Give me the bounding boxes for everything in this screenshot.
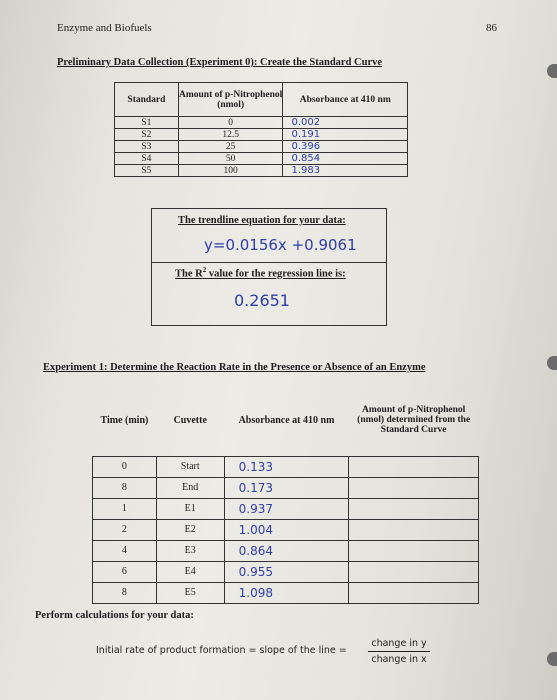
time-cell: 0 bbox=[93, 456, 157, 477]
rate-fraction bbox=[368, 638, 430, 665]
table-row bbox=[93, 519, 479, 540]
amount-cell bbox=[349, 561, 479, 582]
standard-cell: S5 bbox=[115, 165, 179, 177]
time-cell: 2 bbox=[93, 519, 157, 540]
absorbance-cell: 0.955 bbox=[224, 561, 349, 582]
table-row bbox=[93, 456, 479, 477]
calculations-heading: Perform calculations for your data: bbox=[35, 610, 194, 621]
standard-cell: S4 bbox=[115, 153, 179, 165]
trendline-equation-label: The trendline equation for your data: bbox=[178, 215, 346, 226]
header-title: Enzyme and Biofuels bbox=[57, 22, 152, 34]
table-header-row bbox=[93, 385, 479, 456]
column-header: Amount of p-Nitrophenol (nmol) bbox=[178, 83, 283, 117]
trendline-equation-value: y=0.0156x +0.9061 bbox=[204, 236, 357, 254]
column-header: Absorbance at 410 nm bbox=[238, 414, 335, 426]
r2-value: 0.2651 bbox=[234, 291, 290, 310]
amount-cell: 12.5 bbox=[178, 129, 283, 141]
standard-cell: S3 bbox=[115, 141, 179, 153]
binder-ring bbox=[547, 652, 557, 666]
standard-curve-table bbox=[114, 82, 408, 177]
time-cell: 6 bbox=[93, 561, 157, 582]
standard-cell: S1 bbox=[115, 117, 179, 129]
table-row bbox=[115, 153, 408, 165]
cuvette-cell: E4 bbox=[156, 561, 224, 582]
page-number: 86 bbox=[486, 22, 497, 34]
amount-cell bbox=[349, 540, 479, 561]
time-cell: 1 bbox=[93, 498, 157, 519]
absorbance-cell: 1.098 bbox=[224, 582, 349, 603]
cuvette-cell: E5 bbox=[156, 582, 224, 603]
cuvette-cell: E2 bbox=[156, 519, 224, 540]
exp1-title: Experiment 1: Determine the Reaction Rate in the Presence or Absence of an Enzyme bbox=[43, 362, 426, 373]
column-header: Time (min) bbox=[100, 414, 149, 426]
cuvette-cell: E1 bbox=[156, 498, 224, 519]
absorbance-cell: 0.937 bbox=[224, 498, 349, 519]
table-header-row bbox=[115, 83, 408, 117]
fraction-denominator: change in x bbox=[371, 654, 427, 665]
absorbance-cell: 0.854 bbox=[283, 153, 408, 165]
table-row bbox=[93, 477, 479, 498]
cuvette-cell: E3 bbox=[156, 540, 224, 561]
table-row bbox=[93, 561, 479, 582]
time-cell: 8 bbox=[93, 477, 157, 498]
column-header: Cuvette bbox=[173, 414, 207, 426]
amount-cell bbox=[349, 477, 479, 498]
column-header: Absorbance at 410 nm bbox=[283, 83, 408, 117]
cuvette-cell: Start bbox=[156, 456, 224, 477]
amount-cell bbox=[349, 456, 479, 477]
amount-cell: 0 bbox=[178, 117, 283, 129]
binder-ring bbox=[547, 356, 557, 370]
standard-cell: S2 bbox=[115, 129, 179, 141]
absorbance-cell: 1.983 bbox=[283, 165, 408, 177]
column-header: Amount of p-Nitrophenol (nmol) determined from the Standard Curve bbox=[357, 405, 471, 436]
absorbance-cell: 0.191 bbox=[283, 129, 408, 141]
table-row bbox=[115, 129, 408, 141]
table-row bbox=[115, 141, 408, 153]
fraction-numerator: change in y bbox=[368, 638, 430, 652]
amount-cell: 100 bbox=[178, 165, 283, 177]
absorbance-cell: 0.864 bbox=[224, 540, 349, 561]
absorbance-cell: 0.133 bbox=[224, 456, 349, 477]
amount-cell: 25 bbox=[178, 141, 283, 153]
absorbance-cell: 0.002 bbox=[283, 117, 408, 129]
cuvette-cell: End bbox=[156, 477, 224, 498]
amount-cell bbox=[349, 519, 479, 540]
absorbance-cell: 1.004 bbox=[224, 519, 349, 540]
amount-cell bbox=[349, 498, 479, 519]
amount-cell bbox=[349, 582, 479, 603]
exp0-title: Preliminary Data Collection (Experiment 0): Create the Standard Curve bbox=[57, 57, 383, 68]
binder-ring bbox=[547, 64, 557, 78]
amount-cell: 50 bbox=[178, 153, 283, 165]
time-cell: 4 bbox=[93, 540, 157, 561]
rate-formula-lhs: Initial rate of product formation = slope of the line = bbox=[96, 645, 347, 656]
absorbance-cell: 0.173 bbox=[224, 477, 349, 498]
table-row bbox=[93, 540, 479, 561]
reaction-rate-table bbox=[92, 385, 479, 604]
table-row bbox=[115, 117, 408, 129]
table-row bbox=[93, 582, 479, 603]
time-cell: 8 bbox=[93, 582, 157, 603]
table-row bbox=[93, 498, 479, 519]
trendline-box bbox=[151, 208, 387, 326]
absorbance-cell: 0.396 bbox=[283, 141, 408, 153]
table-row bbox=[115, 165, 408, 177]
r2-label: The $R^2$ value for the regression line is: bbox=[175, 266, 346, 280]
column-header: Standard bbox=[115, 83, 179, 117]
